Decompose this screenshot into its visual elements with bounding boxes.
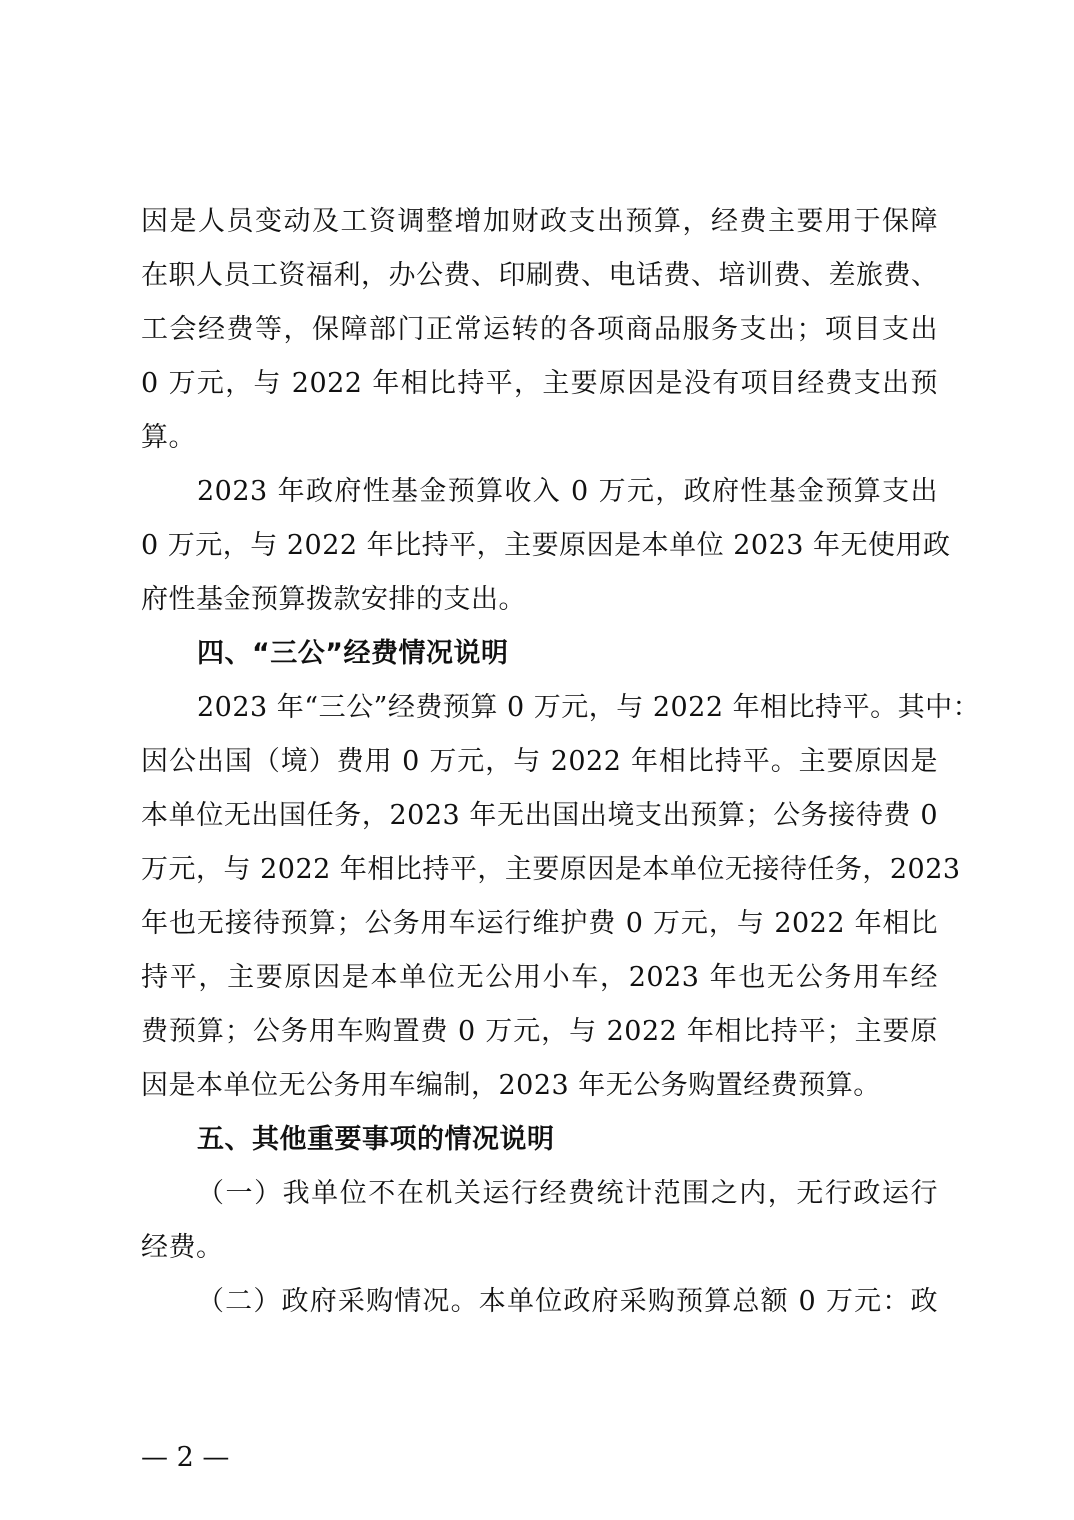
paragraph-3-line-1: 2023 年“三公”经费预算 0 万元，与 2022 年相比持平。其中：	[197, 692, 981, 723]
paragraph-1-line-2: 在职人员工资福利，办公费、印刷费、电话费、培训费、差旅费、	[141, 260, 939, 291]
paragraph-3-line-5: 年也无接待预算；公务用车运行维护费 0 万元，与 2022 年相比	[141, 908, 938, 939]
paragraph-2-line-1: 2023 年政府性基金预算收入 0 万元，政府性基金预算支出	[197, 476, 938, 507]
paragraph-1-line-3: 工会经费等，保障部门正常运转的各项商品服务支出；项目支出	[141, 314, 938, 345]
paragraph-4-line-1: （一）我单位不在机关运行经费统计范围之内，无行政运行	[197, 1178, 938, 1209]
document-body	[141, 195, 981, 1329]
paragraph-3-line-3: 本单位无出国任务，2023 年无出国出境支出预算；公务接待费 0	[141, 800, 938, 831]
paragraph-1-line-4: 0 万元，与 2022 年相比持平，主要原因是没有项目经费支出预	[141, 368, 938, 399]
paragraph-1-line-1: 因是人员变动及工资调整增加财政支出预算，经费主要用于保障	[141, 206, 938, 237]
paragraph-4-line-2: 经费。	[141, 1232, 224, 1263]
paragraph-3-line-4: 万元，与 2022 年相比持平，主要原因是本单位无接待任务，2023	[141, 854, 961, 885]
paragraph-5-line-1: （二）政府采购情况。本单位政府采购预算总额 0 万元：政	[197, 1286, 938, 1317]
paragraph-3-line-6: 持平，主要原因是本单位无公用小车，2023 年也无公务用车经	[141, 962, 938, 993]
paragraph-3-line-2: 因公出国（境）费用 0 万元，与 2022 年相比持平。主要原因是	[141, 746, 938, 777]
paragraph-3-line-8: 因是本单位无公务用车编制，2023 年无公务购置经费预算。	[141, 1070, 881, 1101]
section-heading-five: 五、其他重要事项的情况说明	[197, 1124, 555, 1155]
page-number: — 2 —	[141, 1442, 230, 1473]
paragraph-3-line-7: 费预算；公务用车购置费 0 万元，与 2022 年相比持平；主要原	[141, 1016, 938, 1047]
paragraph-2-line-2: 0 万元，与 2022 年比持平，主要原因是本单位 2023 年无使用政	[141, 530, 951, 561]
section-heading-four: 四、“三公”经费情况说明	[197, 638, 509, 669]
paragraph-2-line-3: 府性基金预算拨款安排的支出。	[141, 584, 526, 615]
paragraph-1-line-5: 算。	[141, 422, 196, 453]
